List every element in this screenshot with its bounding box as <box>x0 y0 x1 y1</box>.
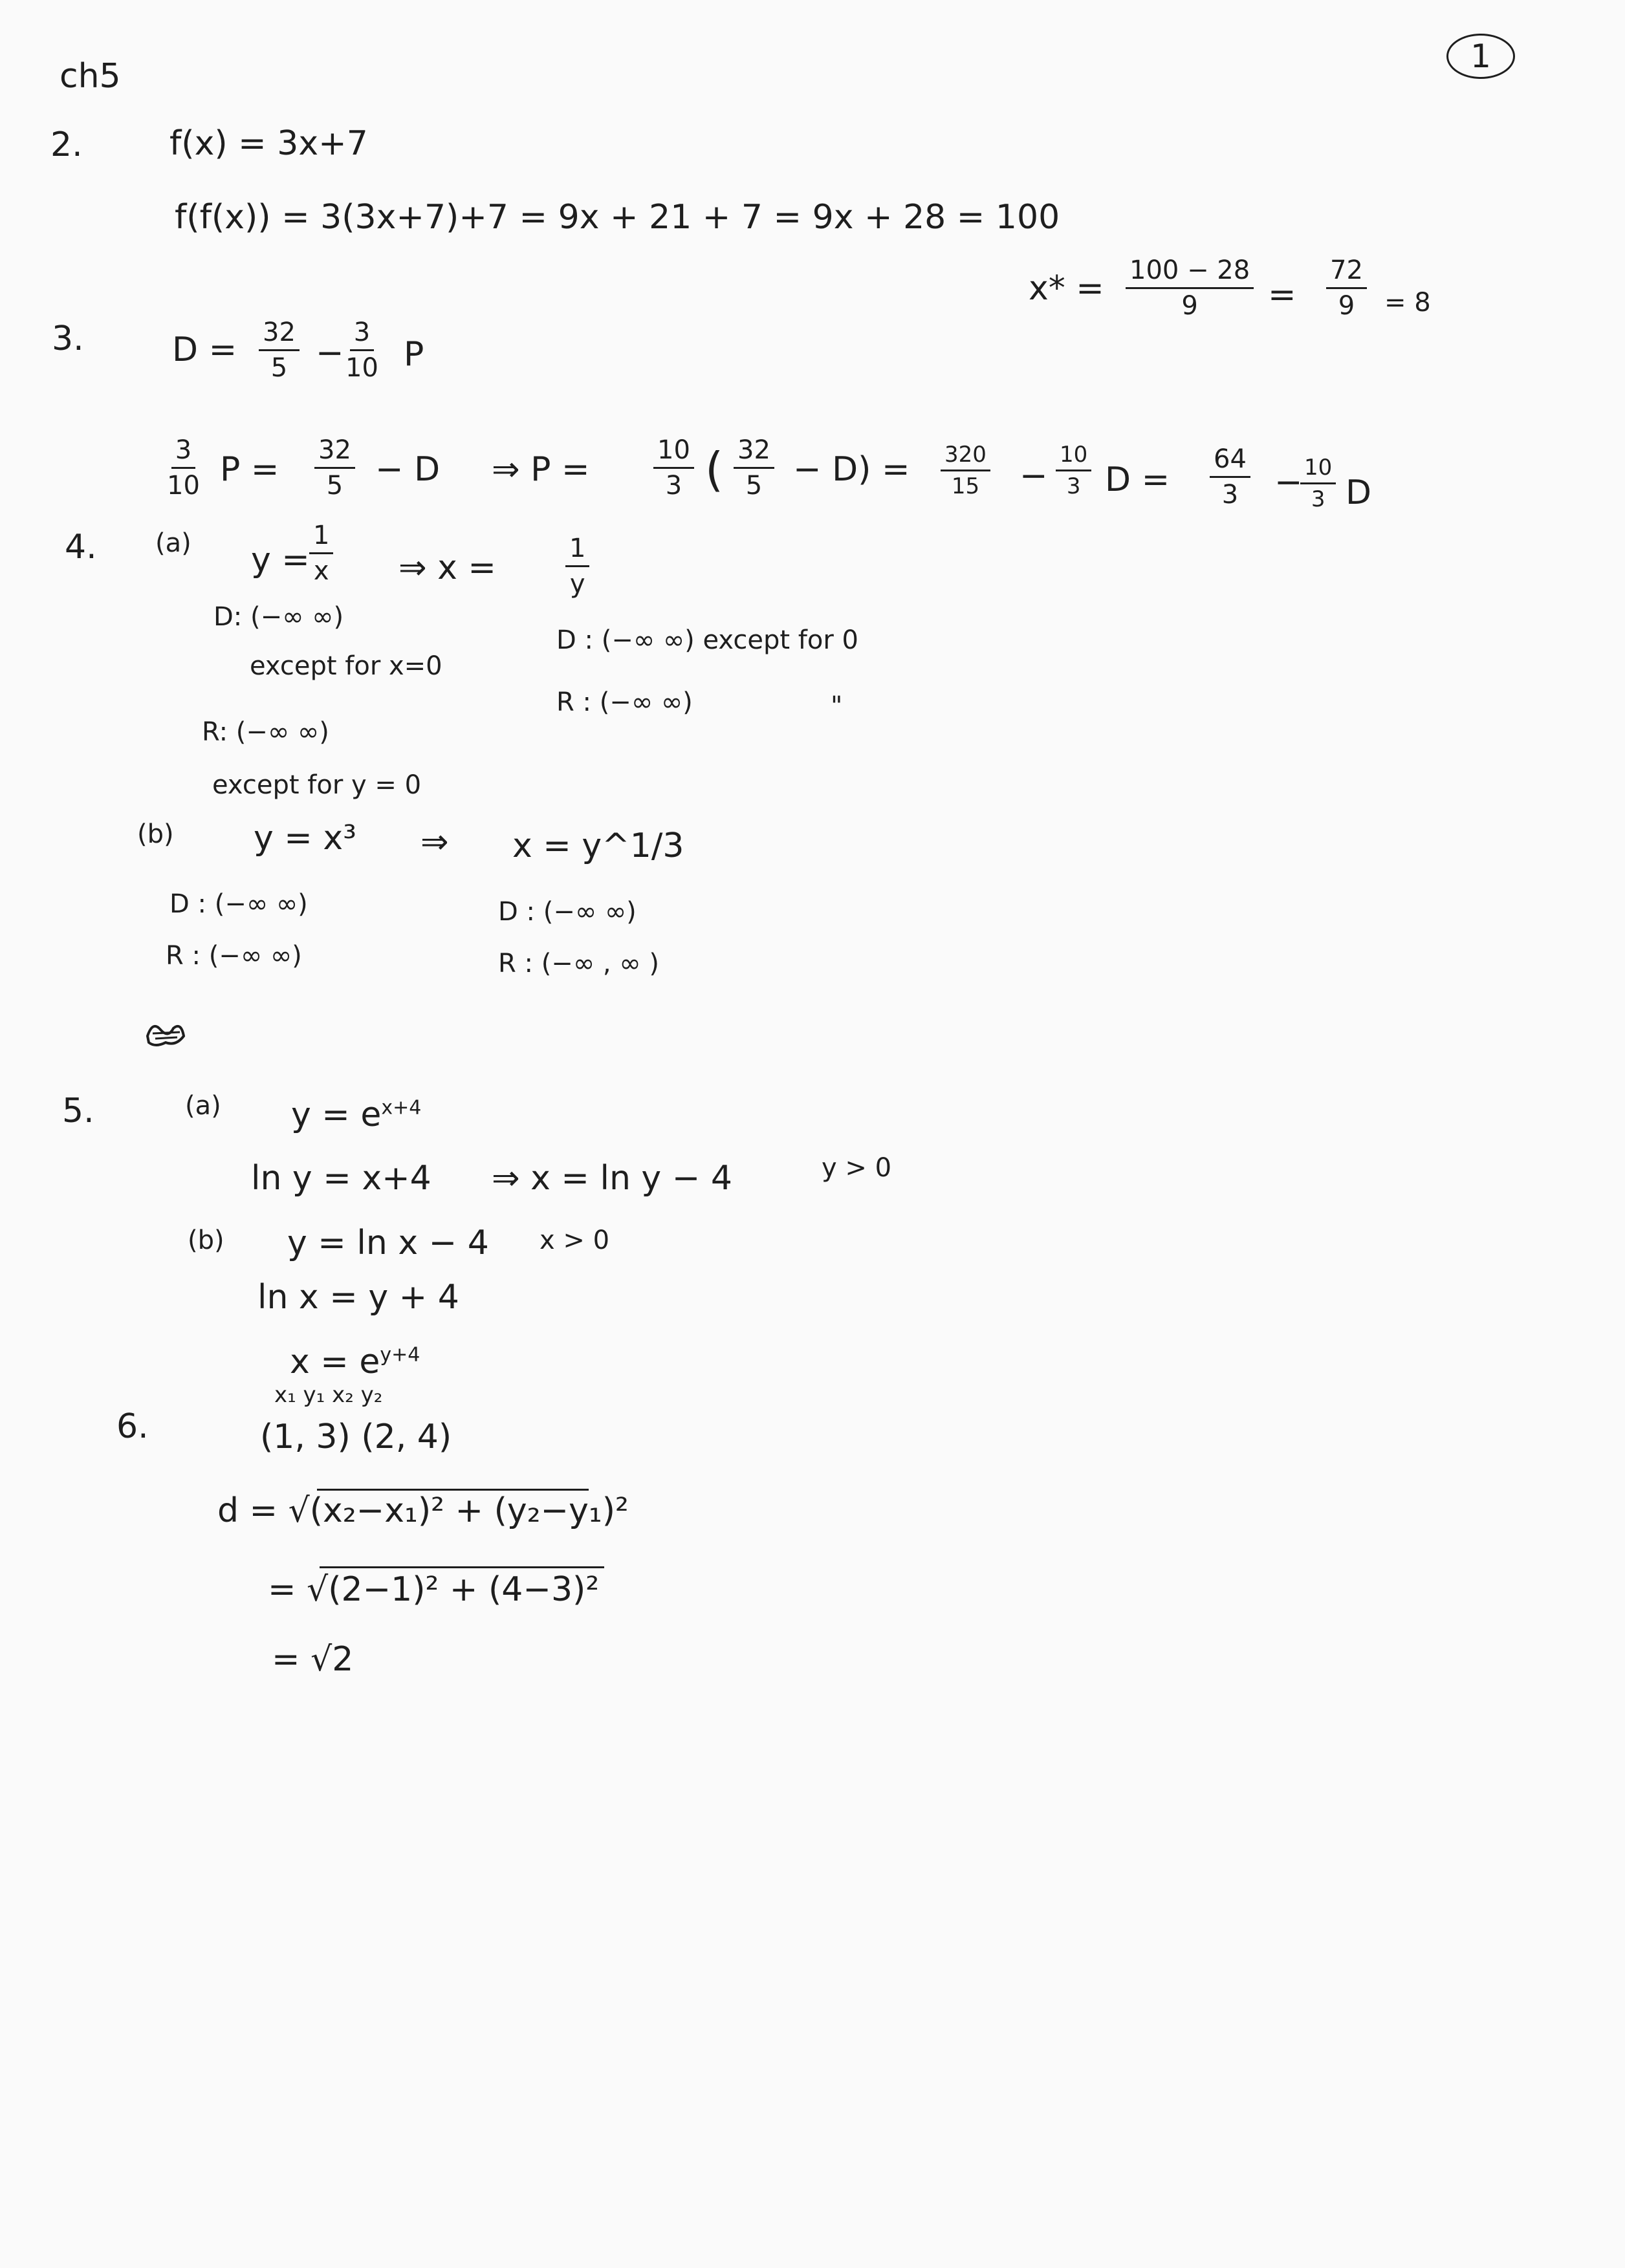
problem-4a-inverse-domain: D : (−∞ ∞) except for 0 <box>556 625 858 655</box>
problem-3-number: 3. <box>52 319 84 358</box>
problem-3-p: P <box>404 335 424 374</box>
page-number: 1 <box>1470 38 1491 75</box>
fraction-denominator: 5 <box>326 471 344 501</box>
page-number-circle <box>1446 34 1515 79</box>
problem-4a-domain: D: (−∞ ∞) <box>213 602 344 632</box>
fraction-numerator: 1 <box>565 535 589 567</box>
problem-3-d-eq: D = <box>172 330 237 369</box>
problem-3-frac-320-15 <box>941 444 990 497</box>
problem-4b-inverse: x = y^1/3 <box>512 826 684 865</box>
problem-5a-label: (a) <box>185 1091 221 1121</box>
problem-3-d-end: D <box>1346 473 1372 512</box>
fraction-denominator: 3 <box>1221 480 1239 510</box>
chapter-label: ch5 <box>60 57 121 96</box>
problem-3-minus-3: − <box>1274 463 1303 502</box>
fraction-numerator: 32 <box>259 319 300 351</box>
fraction-numerator: 3 <box>350 319 374 351</box>
problem-3-frac-32-5c <box>734 437 774 499</box>
fraction-numerator: 10 <box>1056 444 1091 471</box>
problem-3-frac-3-10 <box>345 319 378 381</box>
problem-3-frac-32-5 <box>259 319 300 381</box>
problem-6-substitution: = √(2−1)² + (4−3)² <box>268 1570 600 1609</box>
problem-5a-equation <box>291 1098 421 1132</box>
problem-4a-ditto: " <box>831 691 843 721</box>
fraction-numerator: 10 <box>1300 457 1336 484</box>
problem-4a-frac-1-x <box>309 523 333 584</box>
problem-6-coordinate-labels: x₁ y₁ x₂ y₂ <box>274 1382 383 1408</box>
fraction-denominator: 3 <box>1311 486 1325 512</box>
problem-6-result: = √2 <box>272 1640 354 1679</box>
problem-3-frac-10-3c <box>1300 457 1336 510</box>
sqrt-vinculum <box>317 1489 589 1491</box>
problem-3-minus: − <box>316 334 344 373</box>
problem-4a-y-eq: y = <box>251 541 310 579</box>
problem-4a-inverse: ⇒ x = <box>398 548 496 587</box>
problem-5b-base: x = e <box>290 1343 380 1381</box>
fraction-denominator: 5 <box>270 353 288 383</box>
problem-2-composition: f(f(x)) = 3(3x+7)+7 = 9x + 21 + 7 = 9x + 28 = 100 <box>175 198 1060 237</box>
problem-2-fraction-1 <box>1126 257 1254 319</box>
problem-4a-inverse-range: R : (−∞ ∞) <box>556 687 693 717</box>
problem-6-number: 6. <box>116 1407 149 1446</box>
problem-3-frac-10-3 <box>653 437 694 499</box>
problem-3-frac-64-3 <box>1210 446 1250 508</box>
problem-4a-range-except: except for y = 0 <box>212 770 422 800</box>
problem-4-number: 4. <box>65 528 97 567</box>
problem-5b-label: (b) <box>188 1226 224 1255</box>
fraction-denominator: 3 <box>1066 473 1081 499</box>
fraction-numerator: 32 <box>734 437 774 469</box>
fraction-numerator: 3 <box>171 437 195 469</box>
problem-2-fraction-2 <box>1326 257 1367 319</box>
problem-2-result: = 8 <box>1384 288 1431 318</box>
fraction-numerator: 100 − 28 <box>1126 257 1254 289</box>
fraction-numerator: 72 <box>1326 257 1367 289</box>
problem-5b-equation: y = ln x − 4 <box>287 1224 489 1262</box>
problem-4b-range: R : (−∞ ∞) <box>166 941 302 971</box>
problem-5a-exponent: x+4 <box>381 1096 422 1119</box>
problem-5a-base: y = e <box>291 1096 382 1134</box>
problem-4b-arrow: ⇒ <box>420 823 449 861</box>
problem-4b-label: (b) <box>137 819 174 849</box>
problem-5b-condition: x > 0 <box>540 1226 610 1255</box>
fraction-numerator: 320 <box>941 444 990 471</box>
fraction-numerator: 1 <box>309 523 333 554</box>
fraction-denominator: 10 <box>167 471 200 501</box>
problem-2-equals: = <box>1268 275 1296 314</box>
problem-3-frac-3-10b <box>167 437 200 499</box>
fraction-denominator: y <box>569 569 585 599</box>
problem-5a-condition: y > 0 <box>822 1153 892 1183</box>
fraction-denominator: 15 <box>951 473 980 499</box>
problem-3-frac-10-3b <box>1056 444 1091 497</box>
problem-2-number: 2. <box>50 125 83 164</box>
problem-4b-inverse-range: R : (−∞ , ∞ ) <box>498 949 659 978</box>
sqrt-vinculum <box>320 1566 604 1568</box>
scribble-mark <box>144 1017 189 1052</box>
fraction-denominator: 9 <box>1338 291 1355 321</box>
problem-3-paren-close: − D) = <box>793 450 910 489</box>
fraction-denominator: 5 <box>745 471 763 501</box>
fraction-numerator: 32 <box>314 437 355 469</box>
problem-5a-log: ln y = x+4 <box>251 1159 431 1198</box>
problem-3-p-eq: P = <box>220 450 279 489</box>
problem-4b-equation: y = x³ <box>254 819 357 858</box>
fraction-denominator: 3 <box>665 471 682 501</box>
problem-5b-exp <box>290 1345 420 1379</box>
problem-2-x-star: x* = <box>1029 269 1104 308</box>
problem-2-function: f(x) = 3x+7 <box>169 124 368 163</box>
problem-4a-range: R: (−∞ ∞) <box>202 717 329 747</box>
fraction-denominator: 9 <box>1181 291 1198 321</box>
problem-3-paren-open: ( <box>705 442 724 497</box>
problem-4a-frac-1-y <box>565 535 589 597</box>
problem-3-p-solve: ⇒ P = <box>492 450 590 489</box>
problem-5b-exponent: y+4 <box>380 1343 420 1366</box>
problem-3-minus-2: − <box>1020 457 1048 495</box>
problem-5-number: 5. <box>62 1092 94 1130</box>
problem-3-frac-32-5b <box>314 437 355 499</box>
fraction-denominator: 10 <box>345 353 378 383</box>
problem-5b-log: ln x = y + 4 <box>257 1278 459 1317</box>
problem-4a-domain-except: except for x=0 <box>250 651 442 681</box>
problem-3-minus-d: − D <box>375 450 441 489</box>
problem-4a-label: (a) <box>155 528 191 558</box>
problem-6-distance-formula: d = √(x₂−x₁)² + (y₂−y₁)² <box>217 1491 629 1530</box>
problem-5a-inverse: ⇒ x = ln y − 4 <box>492 1159 732 1198</box>
problem-4b-inverse-domain: D : (−∞ ∞) <box>498 897 637 927</box>
fraction-numerator: 64 <box>1210 446 1250 478</box>
fraction-denominator: x <box>313 556 329 586</box>
problem-3-d-eq-2: D = <box>1105 460 1170 499</box>
fraction-numerator: 10 <box>653 437 694 469</box>
problem-4b-domain: D : (−∞ ∞) <box>169 889 308 919</box>
problem-6-points: (1, 3) (2, 4) <box>260 1418 452 1456</box>
